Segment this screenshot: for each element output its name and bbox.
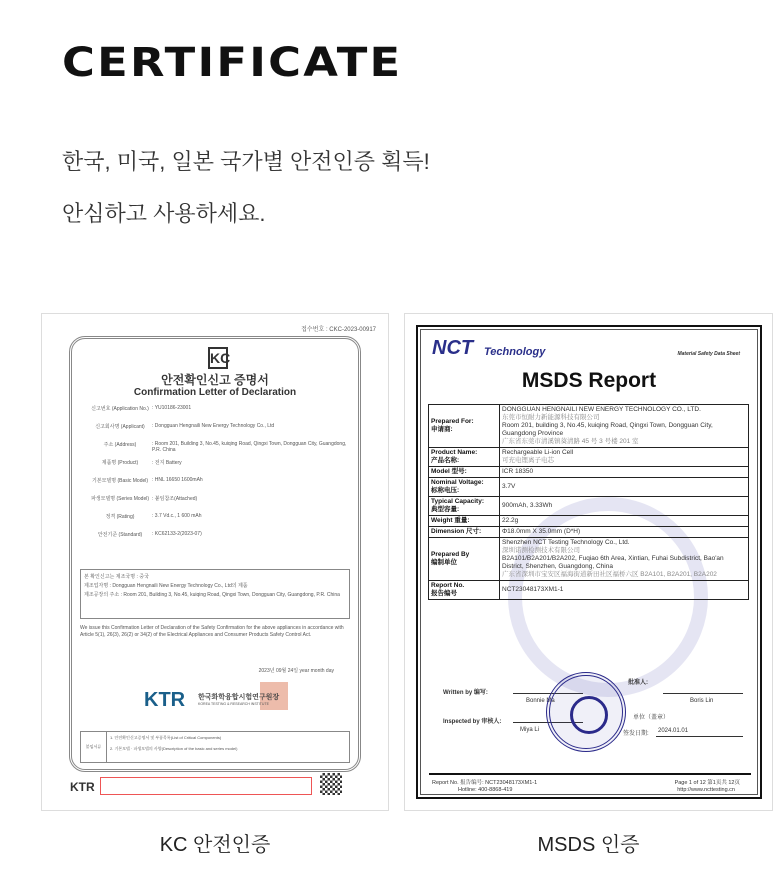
- msds-value: DONGGUAN HENGNAILI NEW ENERGY TECHNOLOGY CO., LTD.: [502, 406, 701, 413]
- msds-value: 东莞市恒耐力新能源科技有限公司: [502, 414, 600, 421]
- msds-label: Nominal Voltage:: [431, 479, 484, 486]
- kc-field-label: 주소 (Address): [103, 442, 137, 448]
- msds-table-row: [429, 538, 749, 581]
- msds-value: 900mAh, 3.33Wh: [502, 502, 553, 509]
- footer-report-no: Report No. 报告编号: NCT23048173XM1-1: [432, 780, 538, 786]
- kc-maker-address: 제조공장의 주소 : Room 201, Building 3, No.45, kuiqing Road, Qingxi Town, Dongguan City, Guangdong, P.R. China: [84, 592, 340, 598]
- msds-label: Dimension 尺寸:: [431, 528, 482, 535]
- kc-maker-box: [80, 569, 350, 619]
- subtitle-line-2: 안심하고 사용하세요.: [62, 201, 266, 226]
- nct-logo: NCT: [432, 337, 474, 359]
- msds-table-row: [429, 478, 749, 497]
- kc-field-row: [88, 513, 348, 531]
- company-stamp-icon: [546, 672, 626, 752]
- kc-field-label: 안전기준 (Standard): [97, 532, 143, 538]
- writer-name: Bonnie Ma: [526, 698, 555, 704]
- msds-label-cn: 产品名称:: [431, 457, 460, 464]
- msds-label: Model 型号:: [431, 468, 467, 475]
- kc-field-label: 파생모델명 (Series Model): [90, 496, 150, 502]
- page-title: CERTIFICATE: [62, 40, 403, 86]
- msds-table-row: [429, 527, 749, 538]
- inspected-by-label: Inspected by 审核人:: [443, 719, 502, 725]
- kc-field-value: : 전지 Battery: [152, 460, 182, 466]
- attachment-item: 2. 기본모델 · 파생모델의 사양(Description of the basic and series model): [110, 746, 238, 751]
- msds-value: Shenzhen NCT Testing Technology Co., Ltd.: [502, 539, 630, 546]
- msds-value: 广东省东莞市清溪镇葵清路 45 号 3 号楼 201 室: [502, 438, 639, 445]
- kc-logo-icon: KC: [208, 347, 228, 369]
- msds-value: B2A101/B2A201/B2A202, Fuqiao 6th Area, Xintian, Fuhai Subdistrict, Bao'an District, Shenzhen, Guangdong, China: [502, 555, 724, 570]
- msds-value: 广东省深圳市宝安区福海街道新田社区福桥六区 B2A101, B2A201, B2A202: [502, 571, 717, 578]
- approver-name: Boris Lin: [690, 698, 714, 704]
- msds-certificate-image: [404, 313, 773, 811]
- msds-title: MSDS Report: [521, 369, 657, 392]
- kc-field-value: : KC62133-2(2023-07): [152, 531, 202, 537]
- kc-field-value: : HNL 16650 1600mAh: [152, 477, 203, 483]
- msds-table-row: [429, 581, 749, 600]
- msds-table: [428, 404, 749, 600]
- msds-table-row: [429, 497, 749, 516]
- msds-value: 可充电锂离子电芯: [502, 457, 554, 464]
- kc-field-label: 신고회사명 (Applicant): [95, 424, 145, 430]
- msds-label: Weight 重量:: [431, 517, 470, 524]
- msds-label-cn: 报告编号: [431, 590, 457, 597]
- kc-title-ko: 안전확인신고 증명서: [161, 373, 269, 387]
- footer-url: http://www.ncttesting.cn: [677, 787, 735, 793]
- kc-field-row: [88, 495, 348, 513]
- kc-statement: We issue this Confirmation Letter of Declaration of the Safety Confirmation for the above appliances in accordance with Article 5(1), 26(3), 26(2) or 34(2) of the Electrical Appliances and Consumer Products Safety Control Act.: [80, 625, 344, 638]
- issue-date: 2024.01.01: [658, 728, 689, 734]
- msds-value: 3.7V: [502, 483, 516, 490]
- msds-label: Prepared For:: [431, 418, 474, 425]
- msds-label-cn: 标称电压:: [431, 487, 460, 494]
- kc-maker-name: 제조업자명 : Dongguan Hengnaili New Energy Technology Co., Ltd의 제품: [84, 583, 248, 589]
- msds-table-row: [429, 405, 749, 448]
- kc-field-label: 제품명 (Product): [101, 460, 139, 466]
- issuer-name: 한국화학융합시험연구원장: [198, 694, 280, 701]
- red-notice-box: [100, 777, 312, 795]
- msds-caption: MSDS 인증: [537, 834, 640, 856]
- msds-label-cn: 编制单位: [431, 559, 457, 566]
- msds-value: Room 201, building 3, No.45, kuiqing Road, Qingxi Town, Dongguan City, Guangdong Province: [502, 422, 713, 437]
- kc-maker-country: 본 확인신고는 제조국명 : 중국: [84, 574, 149, 580]
- kc-field-value: : YU10186-23001: [152, 405, 192, 411]
- msds-table-row: [429, 467, 749, 478]
- issuer-name-en: KOREA TESTING & RESEARCH INSTITUTE: [198, 702, 269, 706]
- subtitle-line-1: 한국, 미국, 일본 국가별 안전인증 획득!: [62, 149, 430, 174]
- kc-field-row: [88, 441, 348, 459]
- kc-field-label: 기본모델명 (Basic Model): [91, 478, 149, 484]
- msds-label-cn: 典型容量:: [431, 506, 460, 513]
- kc-fields: [88, 405, 348, 549]
- kc-field-row: [88, 477, 348, 495]
- nct-logo-sub: Technology: [484, 346, 546, 358]
- footer-ktr-logo: KTR: [70, 780, 95, 794]
- msds-tag: Material Safety Data Sheet: [677, 351, 740, 357]
- kc-certificate-image: [41, 313, 389, 811]
- msds-table-row: [429, 448, 749, 467]
- msds-value: NCT23048173XM1-1: [502, 586, 564, 593]
- msds-label-cn: 申请商:: [431, 426, 453, 433]
- kc-field-value: : 3.7 Vd.c., 1 600 mAh: [152, 513, 202, 519]
- kc-date: 2023년 09월 24일 year month day: [258, 668, 334, 674]
- msds-label: Prepared By: [431, 551, 470, 558]
- ktr-logo: KTR: [144, 689, 186, 711]
- qr-code-icon: [320, 773, 342, 795]
- footer-hotline: Hotline: 400-8868-419: [458, 787, 513, 793]
- msds-frame: [416, 325, 762, 799]
- msds-label: Report No.: [431, 582, 465, 589]
- kc-field-row: [88, 459, 348, 477]
- footer-page: Page 1 of 12 第1页共 12页: [674, 780, 740, 786]
- kc-attachments: [80, 731, 350, 763]
- msds-value: 深圳诺测检测技术有限公司: [502, 547, 580, 554]
- issue-date-label: 签发日期:: [623, 731, 649, 737]
- unit-label: 单位（盖章）: [633, 715, 670, 721]
- kc-title-en: Confirmation Letter of Declaration: [133, 387, 297, 398]
- kc-field-row: [88, 405, 348, 423]
- kc-field-label: 신고번호 (Application No.): [91, 406, 149, 412]
- approved-by-label: 批准人:: [628, 680, 648, 686]
- msds-value: Rechargeable Li-ion Cell: [502, 449, 574, 456]
- inspector-name: Miya Li: [520, 727, 540, 733]
- kc-field-row: [88, 531, 348, 549]
- msds-label: Typical Capacity:: [431, 498, 484, 505]
- kc-field-value: : 붙임참조(Attached): [152, 496, 198, 502]
- msds-value: 22.2g: [502, 517, 519, 524]
- kc-field-row: [88, 423, 348, 441]
- kc-caption: KC 안전인증: [159, 834, 271, 856]
- attachments-label: 붙임서류: [81, 732, 107, 762]
- attachment-item: 1. 안전확인신고증명서 및 부품목록(List of Critical Components): [110, 735, 222, 740]
- written-by-label: Written by 编写:: [443, 690, 488, 696]
- msds-label: Product Name:: [431, 449, 478, 456]
- kc-field-label: 정격 (Rating): [105, 514, 135, 520]
- msds-value: ICR 18350: [502, 468, 534, 475]
- msds-value: Φ18.0mm X 35.0mm (D*H): [502, 528, 581, 535]
- kc-field-value: : Dongguan Hengnaili New Energy Technology Co., Ltd: [152, 423, 275, 429]
- kc-reg-no: 접수번호 : CKC-2023-00917: [301, 327, 376, 333]
- msds-table-row: [429, 516, 749, 527]
- kc-field-value: : Room 201, Building 3, No.45, kuiqing Road, Qingxi Town, Dongguan City, Guangdong, P.R. China: [152, 441, 347, 453]
- kc-frame: [69, 336, 361, 772]
